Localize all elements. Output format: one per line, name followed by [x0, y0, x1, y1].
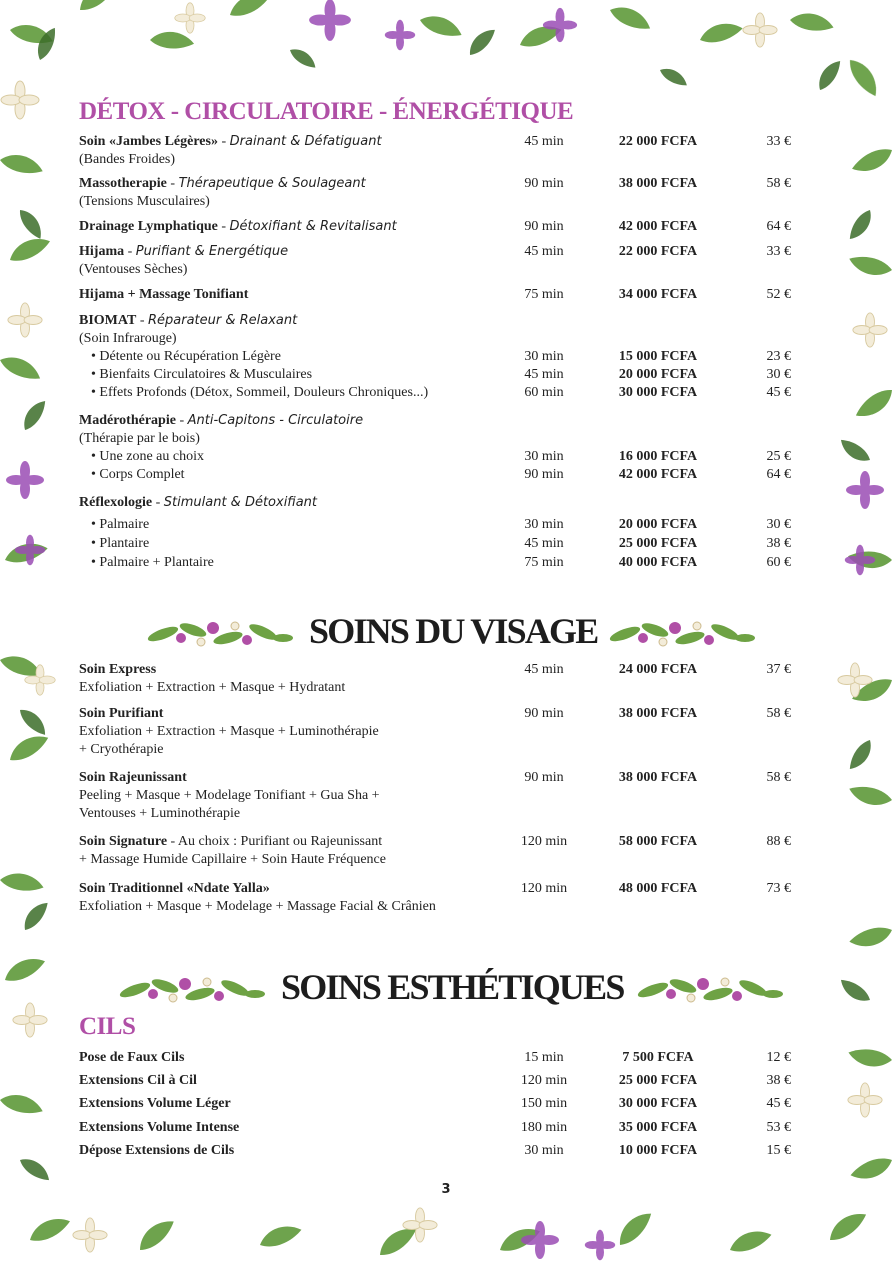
item-name: Massotherapie: [79, 176, 167, 191]
item-price-eur: 30 €: [766, 367, 791, 382]
menu-item-massotherapie: Massotherapie - Thérapeutique & Soulageant (Tensions Musculaires) 90 min 38 000 FCFA 58 €: [79, 176, 791, 209]
item-price-eur: 23 €: [766, 349, 791, 364]
item-description: Détoxifiant & Revitalisant: [229, 219, 397, 234]
item-price-fcfa: 30 000 FCFA: [618, 385, 698, 400]
item-details: Peeling + Masque + Modelage Tonifiant + Gua Sha +: [79, 788, 380, 803]
item-name: Extensions Cil à Cil: [79, 1073, 197, 1088]
item-price-eur: 45 €: [766, 385, 791, 400]
item-price-eur: 58 €: [766, 176, 791, 191]
menu-item-soin-traditionnel: [79, 880, 791, 916]
item-price-fcfa: 42 000 FCFA: [618, 219, 698, 234]
item-price-fcfa: 24 000 FCFA: [618, 662, 698, 677]
item-duration: 90 min: [524, 706, 564, 721]
option-label: • Palmaire: [91, 517, 150, 532]
item-details: + Cryothérapie: [79, 742, 164, 757]
item-duration: 120 min: [520, 1073, 568, 1088]
garland-right-esthetiques: [633, 968, 787, 1012]
menu-item-drainage-lymphatique: Drainage Lymphatique - Détoxifiant & Revitalisant 90 min 42 000 FCFA 64 €: [79, 219, 791, 234]
item-price-eur: 33 €: [766, 244, 791, 259]
option-label: • Effets Profonds (Détox, Sommeil, Douleurs Chroniques...): [91, 385, 429, 400]
option-row: [79, 448, 791, 466]
menu-item-cils: [79, 1072, 791, 1090]
item-price-eur: 58 €: [766, 770, 791, 785]
item-name: Soin Signature: [79, 834, 168, 849]
item-price-eur: 25 €: [766, 449, 791, 464]
item-name: Soin Purifiant: [79, 706, 164, 721]
item-duration: 90 min: [524, 770, 564, 785]
item-price-eur: 60 €: [766, 555, 791, 570]
menu-item-cils: [79, 1095, 791, 1113]
menu-item-hijama-massage: [79, 286, 791, 304]
item-name: Pose de Faux Cils: [79, 1050, 185, 1065]
item-details: Ventouses + Luminothérapie: [79, 806, 241, 821]
item-name: BIOMAT: [79, 313, 137, 328]
section-title-detox: DÉTOX - CIRCULATOIRE - ÉNERGÉTIQUE: [79, 98, 574, 125]
item-subtitle: (Tensions Musculaires): [79, 194, 210, 209]
item-price-eur: 64 €: [766, 467, 791, 482]
menu-item-soin-express: [79, 661, 791, 697]
section-title-esthetiques: SOINS ESTHÉTIQUES: [281, 967, 624, 1007]
option-row: [79, 384, 791, 402]
item-description: Stimulant & Détoxifiant: [163, 495, 318, 510]
garland-right-visage: [605, 612, 759, 656]
menu-item-jambes-legeres: Soin «Jambes Légères» - Drainant & Défatiguant (Bandes Froides) 45 min 22 000 FCFA 33 €: [79, 134, 791, 167]
option-label: • Bienfaits Circulatoires & Musculaires: [91, 367, 313, 382]
menu-item-soin-signature: [79, 833, 791, 869]
item-description: Purifiant & Energétique: [135, 244, 289, 259]
option-label: • Plantaire: [91, 536, 150, 551]
item-price-fcfa: 30 000 FCFA: [618, 1096, 698, 1111]
item-price-eur: 73 €: [766, 881, 791, 896]
item-description: Thérapeutique & Soulageant: [178, 176, 366, 191]
item-price-eur: 33 €: [766, 134, 791, 149]
item-name: Soin «Jambes Légères»: [79, 134, 218, 149]
item-price-fcfa: 34 000 FCFA: [618, 287, 698, 302]
item-duration: 180 min: [520, 1120, 568, 1135]
item-price-fcfa: 38 000 FCFA: [618, 770, 698, 785]
option-row: [79, 516, 791, 534]
item-duration: 90 min: [524, 219, 564, 234]
item-price-eur: 58 €: [766, 706, 791, 721]
option-row: [79, 466, 791, 484]
item-name: Soin Traditionnel «Ndate Yalla»: [79, 881, 270, 896]
item-description: Réparateur & Relaxant: [147, 313, 298, 328]
item-name: Extensions Volume Intense: [79, 1120, 240, 1135]
item-price-eur: 45 €: [766, 1096, 791, 1111]
item-duration: 90 min: [524, 176, 564, 191]
menu-item-hijama: Hijama - Purifiant & Energétique (Ventouses Sèches) 45 min 22 000 FCFA 33 €: [79, 244, 791, 277]
item-price-fcfa: 15 000 FCFA: [618, 349, 698, 364]
item-description: Anti-Capitons - Circulatoire: [187, 413, 364, 428]
item-subtitle: (Soin Infrarouge): [79, 331, 177, 346]
item-details: Exfoliation + Extraction + Masque + Luminothérapie: [79, 724, 379, 739]
menu-item-soin-purifiant: [79, 705, 791, 759]
item-price-eur: 52 €: [766, 287, 791, 302]
section-title-cils: CILS: [79, 1013, 136, 1040]
item-name: Madérothérapie: [79, 413, 176, 428]
menu-item-maderotherapie: Madérothérapie - Anti-Capitons - Circulatoire (Thérapie par le bois): [79, 412, 791, 448]
item-duration: 30 min: [524, 449, 564, 464]
item-duration: 120 min: [520, 834, 568, 849]
item-name: Soin Rajeunissant: [79, 770, 187, 785]
item-price-fcfa: 25 000 FCFA: [618, 1073, 698, 1088]
item-duration: 45 min: [524, 244, 564, 259]
item-price-eur: 12 €: [766, 1050, 791, 1065]
item-duration: 90 min: [524, 467, 564, 482]
option-row: [79, 554, 791, 572]
item-duration: 30 min: [524, 349, 564, 364]
item-duration: 120 min: [520, 881, 568, 896]
item-price-fcfa: 7 500 FCFA: [622, 1050, 694, 1065]
option-row: [79, 535, 791, 553]
item-price-eur: 15 €: [766, 1143, 791, 1158]
item-name: Dépose Extensions de Cils: [79, 1143, 235, 1158]
item-details: + Massage Humide Capillaire + Soin Haute Fréquence: [79, 852, 386, 867]
item-name: Réflexologie: [79, 495, 153, 510]
item-price-fcfa: 42 000 FCFA: [618, 467, 698, 482]
item-duration: 30 min: [524, 1143, 564, 1158]
item-duration: 45 min: [524, 662, 564, 677]
section-title-visage: SOINS DU VISAGE: [309, 611, 598, 651]
item-price-fcfa: 16 000 FCFA: [618, 449, 698, 464]
item-price-fcfa: 10 000 FCFA: [618, 1143, 698, 1158]
item-subtitle: (Ventouses Sèches): [79, 262, 188, 277]
item-price-eur: 38 €: [766, 1073, 791, 1088]
item-price-eur: 53 €: [766, 1120, 791, 1135]
item-subtitle: (Bandes Froides): [79, 152, 176, 167]
item-duration: 15 min: [524, 1050, 564, 1065]
item-description: Drainant & Défatiguant: [229, 134, 382, 149]
option-label: • Détente ou Récupération Légère: [91, 349, 281, 364]
menu-item-reflexologie: Réflexologie - Stimulant & Détoxifiant: [79, 495, 318, 510]
item-name: Hijama + Massage Tonifiant: [79, 287, 249, 302]
item-price-fcfa: 58 000 FCFA: [618, 834, 698, 849]
item-price-eur: 88 €: [766, 834, 791, 849]
item-price-fcfa: 40 000 FCFA: [618, 555, 698, 570]
menu-item-cils: [79, 1119, 791, 1137]
item-details: Exfoliation + Masque + Modelage + Massage Facial & Crânien: [79, 899, 436, 914]
item-duration: 150 min: [520, 1096, 568, 1111]
item-duration: 45 min: [524, 134, 564, 149]
item-subtitle: (Thérapie par le bois): [79, 431, 200, 446]
item-price-eur: 30 €: [766, 517, 791, 532]
item-duration: 75 min: [524, 287, 564, 302]
item-description: - Au choix : Purifiant ou Rajeunissant: [167, 834, 383, 849]
item-duration: 30 min: [524, 517, 564, 532]
item-duration: 75 min: [524, 555, 564, 570]
menu-item-cils: [79, 1142, 791, 1160]
item-details: Exfoliation + Extraction + Masque + Hydratant: [79, 680, 346, 695]
option-row: [79, 366, 791, 384]
item-price-eur: 38 €: [766, 536, 791, 551]
garland-left-visage: [143, 612, 297, 656]
item-price-fcfa: 38 000 FCFA: [618, 706, 698, 721]
menu-item-cils: [79, 1049, 791, 1067]
item-price-fcfa: 20 000 FCFA: [618, 517, 698, 532]
item-price-fcfa: 38 000 FCFA: [618, 176, 698, 191]
page-number: 3: [441, 1182, 451, 1197]
menu-content: [79, 0, 799, 1262]
item-price-fcfa: 20 000 FCFA: [618, 367, 698, 382]
item-duration: 60 min: [524, 385, 564, 400]
menu-item-biomat: BIOMAT - Réparateur & Relaxant (Soin Infrarouge): [79, 312, 791, 348]
menu-item-soin-rajeunissant: [79, 769, 791, 823]
item-name: Soin Express: [79, 662, 157, 677]
item-price-fcfa: 35 000 FCFA: [618, 1120, 698, 1135]
item-price-eur: 37 €: [766, 662, 791, 677]
item-name: Extensions Volume Léger: [79, 1096, 231, 1111]
item-price-fcfa: 22 000 FCFA: [618, 244, 698, 259]
option-label: • Corps Complet: [91, 467, 185, 482]
item-price-fcfa: 25 000 FCFA: [618, 536, 698, 551]
option-label: • Une zone au choix: [91, 449, 204, 464]
item-price-fcfa: 22 000 FCFA: [618, 134, 698, 149]
item-name: Drainage Lymphatique: [79, 219, 218, 234]
item-price-eur: 64 €: [766, 219, 791, 234]
item-duration: 45 min: [524, 536, 564, 551]
item-duration: 45 min: [524, 367, 564, 382]
item-price-fcfa: 48 000 FCFA: [618, 881, 698, 896]
garland-left-esthetiques: [115, 968, 269, 1012]
item-name: Hijama: [79, 244, 125, 259]
option-label: • Palmaire + Plantaire: [91, 555, 214, 570]
option-row: [79, 348, 791, 366]
